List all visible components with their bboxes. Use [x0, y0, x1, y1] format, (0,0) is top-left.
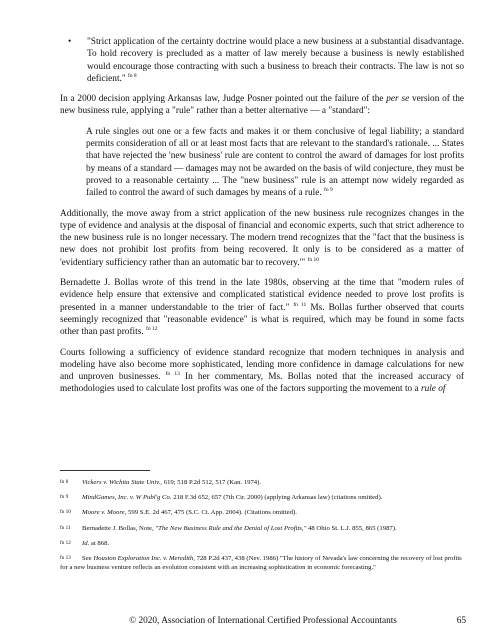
- paragraph-posner: [60, 93, 464, 118]
- footnote-text: at 868.: [89, 539, 110, 547]
- paragraph-text: Additionally, the move away from a strict application of the new business rule recognizes changes in the type of evidence and analysis at the disposal of financial and economic experts, such that strict adherence to the new business rule is no longer necessary. The modern trend recognizes that the "fact that the business is new does not prohibit lost profits from being recovered. It only is to be considered as a matter of 'evidentiary sufficiency rather than an automatic bar to recovery.'": [60, 208, 464, 268]
- paragraph-courts: [60, 347, 464, 396]
- bullet-symbol: •: [68, 37, 72, 47]
- case-citation: Houston Exploration Inc. v. Meredith: [93, 555, 194, 563]
- quote-bullet: [60, 36, 464, 85]
- paragraph-bollas: [60, 277, 464, 338]
- article-title: "The New Business Rule and the Denial of Lost Profits,": [155, 524, 307, 532]
- footnote-mark: fn 11: [60, 524, 71, 531]
- page-number: 65: [456, 616, 466, 626]
- case-citation: Moore v. Moore: [82, 509, 125, 517]
- footnote-12: [60, 539, 466, 548]
- footnote-mark: fn 12: [60, 539, 71, 546]
- footnote-text: , 619; 518 P.2d 512, 517 (Kan. 1974).: [160, 479, 262, 486]
- footnote-mark: fn 8: [60, 479, 69, 485]
- block-quote: [60, 126, 464, 200]
- paragraph-trend: [60, 208, 464, 269]
- quote-text: A rule singles out one or a few facts and makes it or them conclusive of legal liability; a standard permits consideration of all or at least most facts that are relevant to the standard's rationale. ... States that have rejected the 'new business' rule are content to control the award of damages for lost profits by means of a standard — damages may not be awarded on the basis of wild conjecture, they must be proved to a reasonable certainty ... The "new business" rule is an attempt now widely regarded as failed to control the award of such damages by means of a rule.: [86, 126, 464, 199]
- footnote-mark: fn 10: [60, 509, 71, 516]
- footnote-text: , 728 P.2d 437, 438 (Nev. 1986) "The history of Nevada's law concerning the recovery of lost profits for a new business venture reflects an evolution consistent with an increasing sophistication in economic forecasting.": [60, 555, 462, 572]
- footnote-ref-11[interactable]: fn 11: [293, 301, 307, 308]
- footnote-9: [60, 493, 466, 502]
- case-citation: MindGames, Inc. v. W Publ'g Co.: [82, 494, 172, 502]
- footnote-text: 48 Ohio St. L.J. 855, 865 (1987).: [306, 524, 397, 532]
- paragraph-text: In her commentary, Ms. Bollas noted that the increased accuracy of methodologies used to calculate lost profits was one of the factors supporting the movement to a: [60, 372, 464, 395]
- footnote-ref-9[interactable]: fn 9: [324, 187, 333, 194]
- footnote-10: [60, 508, 466, 517]
- footnote-11: [60, 524, 466, 533]
- paragraph-text: Ms. Bollas further observed that courts seemingly recognized that "reasonable evidence" is what is required, which may be found in some facts other than past profits.: [60, 302, 464, 338]
- paragraph-text: In a 2000 decision applying Arkansas law, Judge Posner pointed out the failure of the: [60, 94, 387, 105]
- footnote-mark: fn 9: [60, 494, 69, 501]
- emphasis-per-se: per se: [386, 94, 410, 105]
- paragraph-text: Courts following a sufficiency of evidence standard recognize that modern techniques in analysis and modeling have also become more sophisticated, lending more confidence in damage calculations for new and unproven businesses.: [60, 347, 464, 383]
- paragraph-text: Bernadette J. Bollas wrote of this trend in the late 1980s, observing at the time that "modern rules of evidence help ensure that extensive and complicated statistical evidence needed to prove lost profits is presented in a manner understandable to the trier of fact.": [60, 278, 464, 313]
- emphasis-rule-of: rule of: [420, 384, 446, 395]
- footnotes: [60, 478, 466, 578]
- page-footer: [60, 616, 466, 626]
- footnote-text: See: [82, 555, 94, 563]
- bullet-text: "Strict application of the certainty doctrine would place a new business at a substantial disadvantage. To hold recovery is precluded as a matter of law merely because a business is newly established would encourage those contracting with such a business to breach their contracts. The law is not so deficient.": [87, 37, 464, 84]
- case-citation: Id.: [82, 539, 90, 547]
- footnote-ref-12[interactable]: fn 12: [145, 326, 158, 333]
- footnote-ref-8[interactable]: fn 8: [127, 72, 137, 79]
- main-text: [60, 36, 464, 404]
- footnote-13: [60, 554, 466, 572]
- footnote-mark: fn 13: [60, 555, 71, 562]
- paragraph-text: version of the new business rule, applying a "rule" rather than a better alternative — a "standard":: [60, 94, 464, 117]
- footnote-text: Bernadette J. Bollas, Note,: [82, 524, 156, 532]
- footnote-divider: [60, 470, 150, 471]
- footnote-text: 218 F.3d 652, 657 (7th Cir. 2000) (applying Arkansas law) (citations omitted).: [171, 494, 383, 502]
- footnote-text: , 599 S.E. 2d 467, 475 (S.C. Ct. App. 2004). (Citations omitted).: [124, 509, 297, 517]
- footnote-ref-13[interactable]: fn 13: [165, 371, 180, 378]
- footnote-8: [60, 478, 466, 487]
- copyright-text: © 2020, Association of International Certified Professional Accountants: [129, 616, 397, 626]
- footnote-ref-10[interactable]: fn 10: [307, 256, 319, 263]
- case-citation: Vickers v. Wichita State Univ.: [82, 479, 161, 486]
